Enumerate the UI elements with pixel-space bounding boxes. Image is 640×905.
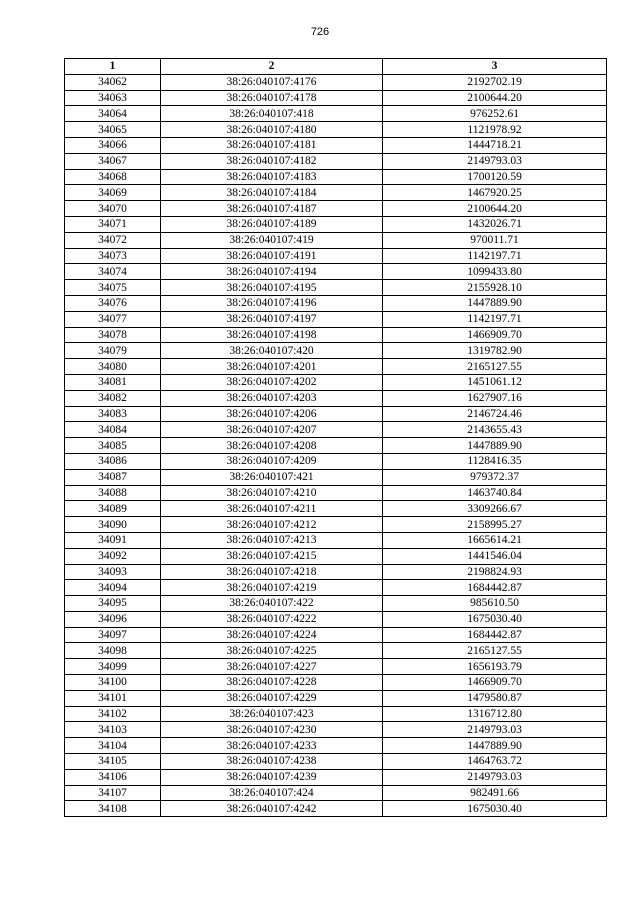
cadastral-number-cell: 38:26:040107:4222 [161, 611, 383, 627]
row-number-cell: 34079 [65, 343, 161, 359]
row-number-cell: 34073 [65, 248, 161, 264]
row-number-cell: 34087 [65, 469, 161, 485]
value-cell: 1121978.92 [383, 122, 607, 138]
value-cell: 1675030.40 [383, 801, 607, 817]
table-body [65, 74, 607, 816]
table-row [65, 675, 607, 691]
cadastral-number-cell: 38:26:040107:4184 [161, 185, 383, 201]
row-number-cell: 34075 [65, 280, 161, 296]
table-row [65, 722, 607, 738]
value-cell: 1665614.21 [383, 532, 607, 548]
value-cell: 1627907.16 [383, 390, 607, 406]
column-header-3: 3 [383, 59, 607, 75]
cadastral-number-cell: 38:26:040107:422 [161, 596, 383, 612]
cadastral-number-cell: 38:26:040107:4224 [161, 627, 383, 643]
table-row [65, 501, 607, 517]
cadastral-number-cell: 38:26:040107:4211 [161, 501, 383, 517]
cadastral-number-cell: 38:26:040107:4206 [161, 406, 383, 422]
table-row [65, 327, 607, 343]
table-row [65, 311, 607, 327]
table-row [65, 232, 607, 248]
table-row [65, 390, 607, 406]
cadastral-number-cell: 38:26:040107:424 [161, 785, 383, 801]
header-row [65, 59, 607, 75]
value-cell: 1466909.70 [383, 327, 607, 343]
row-number-cell: 34095 [65, 596, 161, 612]
table-row [65, 453, 607, 469]
row-number-cell: 34108 [65, 801, 161, 817]
page-number: 726 [310, 26, 330, 38]
table-row [65, 532, 607, 548]
table-row [65, 580, 607, 596]
table-row [65, 754, 607, 770]
cadastral-number-cell: 38:26:040107:4181 [161, 137, 383, 153]
value-cell: 2149793.03 [383, 769, 607, 785]
cadastral-number-cell: 38:26:040107:4189 [161, 216, 383, 232]
value-cell: 2165127.55 [383, 643, 607, 659]
cadastral-number-cell: 38:26:040107:4183 [161, 169, 383, 185]
table-row [65, 485, 607, 501]
value-cell: 1447889.90 [383, 738, 607, 754]
row-number-cell: 34100 [65, 675, 161, 691]
cadastral-number-cell: 38:26:040107:4198 [161, 327, 383, 343]
table-row [65, 406, 607, 422]
table-row [65, 517, 607, 533]
table-row [65, 137, 607, 153]
row-number-cell: 34085 [65, 438, 161, 454]
value-cell: 970011.71 [383, 232, 607, 248]
value-cell: 1432026.71 [383, 216, 607, 232]
cadastral-number-cell: 38:26:040107:4227 [161, 659, 383, 675]
cadastral-number-cell: 38:26:040107:4228 [161, 675, 383, 691]
value-cell: 1441546.04 [383, 548, 607, 564]
row-number-cell: 34071 [65, 216, 161, 232]
value-cell: 1444718.21 [383, 137, 607, 153]
value-cell: 1316712.80 [383, 706, 607, 722]
cadastral-number-cell: 38:26:040107:421 [161, 469, 383, 485]
cadastral-number-cell: 38:26:040107:4195 [161, 280, 383, 296]
cadastral-number-cell: 38:26:040107:4176 [161, 74, 383, 90]
table-row [65, 611, 607, 627]
value-cell: 976252.61 [383, 106, 607, 122]
cadastral-value-table [64, 58, 607, 817]
cadastral-number-cell: 38:26:040107:4213 [161, 532, 383, 548]
value-cell: 1700120.59 [383, 169, 607, 185]
row-number-cell: 34070 [65, 201, 161, 217]
table-row [65, 659, 607, 675]
table-row [65, 216, 607, 232]
cadastral-number-cell: 38:26:040107:4182 [161, 153, 383, 169]
table-row [65, 438, 607, 454]
table-row [65, 374, 607, 390]
table-row [65, 643, 607, 659]
table-row [65, 185, 607, 201]
value-cell: 2192702.19 [383, 74, 607, 90]
row-number-cell: 34093 [65, 564, 161, 580]
column-header-2: 2 [161, 59, 383, 75]
cadastral-number-cell: 38:26:040107:4197 [161, 311, 383, 327]
row-number-cell: 34082 [65, 390, 161, 406]
cadastral-number-cell: 38:26:040107:4203 [161, 390, 383, 406]
table-row [65, 785, 607, 801]
table-row [65, 343, 607, 359]
row-number-cell: 34092 [65, 548, 161, 564]
cadastral-number-cell: 38:26:040107:4196 [161, 295, 383, 311]
table-row [65, 359, 607, 375]
cadastral-number-cell: 38:26:040107:4219 [161, 580, 383, 596]
row-number-cell: 34072 [65, 232, 161, 248]
cadastral-number-cell: 38:26:040107:418 [161, 106, 383, 122]
cadastral-number-cell: 38:26:040107:4209 [161, 453, 383, 469]
row-number-cell: 34097 [65, 627, 161, 643]
cadastral-number-cell: 38:26:040107:4191 [161, 248, 383, 264]
value-cell: 1447889.90 [383, 438, 607, 454]
value-cell: 1479580.87 [383, 690, 607, 706]
row-number-cell: 34081 [65, 374, 161, 390]
cadastral-number-cell: 38:26:040107:4208 [161, 438, 383, 454]
value-cell: 982491.66 [383, 785, 607, 801]
row-number-cell: 34067 [65, 153, 161, 169]
column-header-1: 1 [65, 59, 161, 75]
cadastral-number-cell: 38:26:040107:4229 [161, 690, 383, 706]
table-row [65, 706, 607, 722]
value-cell: 2165127.55 [383, 359, 607, 375]
row-number-cell: 34106 [65, 769, 161, 785]
value-cell: 985610.50 [383, 596, 607, 612]
value-cell: 1128416.35 [383, 453, 607, 469]
table-row [65, 248, 607, 264]
row-number-cell: 34102 [65, 706, 161, 722]
table-row [65, 201, 607, 217]
table-row [65, 106, 607, 122]
table-row [65, 280, 607, 296]
table-row [65, 596, 607, 612]
cadastral-number-cell: 38:26:040107:4187 [161, 201, 383, 217]
cadastral-number-cell: 38:26:040107:4242 [161, 801, 383, 817]
row-number-cell: 34065 [65, 122, 161, 138]
cadastral-number-cell: 38:26:040107:4239 [161, 769, 383, 785]
value-cell: 1463740.84 [383, 485, 607, 501]
cadastral-number-cell: 38:26:040107:4230 [161, 722, 383, 738]
table-row [65, 769, 607, 785]
value-cell: 3309266.67 [383, 501, 607, 517]
row-number-cell: 34088 [65, 485, 161, 501]
cadastral-number-cell: 38:26:040107:4202 [161, 374, 383, 390]
value-cell: 2155928.10 [383, 280, 607, 296]
row-number-cell: 34094 [65, 580, 161, 596]
value-cell: 2100644.20 [383, 201, 607, 217]
value-cell: 1684442.87 [383, 627, 607, 643]
row-number-cell: 34062 [65, 74, 161, 90]
value-cell: 1142197.71 [383, 248, 607, 264]
table-row [65, 122, 607, 138]
cadastral-number-cell: 38:26:040107:4233 [161, 738, 383, 754]
row-number-cell: 34103 [65, 722, 161, 738]
value-cell: 1464763.72 [383, 754, 607, 770]
row-number-cell: 34077 [65, 311, 161, 327]
cadastral-number-cell: 38:26:040107:4238 [161, 754, 383, 770]
cadastral-number-cell: 38:26:040107:423 [161, 706, 383, 722]
row-number-cell: 34090 [65, 517, 161, 533]
value-cell: 2149793.03 [383, 722, 607, 738]
row-number-cell: 34066 [65, 137, 161, 153]
row-number-cell: 34091 [65, 532, 161, 548]
table-row [65, 627, 607, 643]
value-cell: 2158995.27 [383, 517, 607, 533]
value-cell: 2100644.20 [383, 90, 607, 106]
table-row [65, 690, 607, 706]
value-cell: 979372.37 [383, 469, 607, 485]
table-header [65, 59, 607, 75]
table-row [65, 90, 607, 106]
row-number-cell: 34107 [65, 785, 161, 801]
value-cell: 1656193.79 [383, 659, 607, 675]
value-cell: 2143655.43 [383, 422, 607, 438]
row-number-cell: 34063 [65, 90, 161, 106]
table-row [65, 564, 607, 580]
cadastral-number-cell: 38:26:040107:4215 [161, 548, 383, 564]
cadastral-number-cell: 38:26:040107:4180 [161, 122, 383, 138]
table-row [65, 264, 607, 280]
table-row [65, 295, 607, 311]
row-number-cell: 34096 [65, 611, 161, 627]
row-number-cell: 34099 [65, 659, 161, 675]
cadastral-number-cell: 38:26:040107:420 [161, 343, 383, 359]
cadastral-number-cell: 38:26:040107:419 [161, 232, 383, 248]
row-number-cell: 34101 [65, 690, 161, 706]
value-cell: 1466909.70 [383, 675, 607, 691]
table-row [65, 801, 607, 817]
cadastral-number-cell: 38:26:040107:4201 [161, 359, 383, 375]
row-number-cell: 34098 [65, 643, 161, 659]
row-number-cell: 34083 [65, 406, 161, 422]
row-number-cell: 34104 [65, 738, 161, 754]
row-number-cell: 34105 [65, 754, 161, 770]
value-cell: 1099433.80 [383, 264, 607, 280]
table-row [65, 74, 607, 90]
row-number-cell: 34086 [65, 453, 161, 469]
cadastral-number-cell: 38:26:040107:4207 [161, 422, 383, 438]
value-cell: 2149793.03 [383, 153, 607, 169]
table-row [65, 469, 607, 485]
cadastral-number-cell: 38:26:040107:4225 [161, 643, 383, 659]
cadastral-number-cell: 38:26:040107:4218 [161, 564, 383, 580]
value-cell: 1467920.25 [383, 185, 607, 201]
row-number-cell: 34068 [65, 169, 161, 185]
row-number-cell: 34064 [65, 106, 161, 122]
row-number-cell: 34089 [65, 501, 161, 517]
table-row [65, 738, 607, 754]
cadastral-number-cell: 38:26:040107:4212 [161, 517, 383, 533]
value-cell: 1142197.71 [383, 311, 607, 327]
value-cell: 2146724.46 [383, 406, 607, 422]
table-row [65, 153, 607, 169]
row-number-cell: 34084 [65, 422, 161, 438]
row-number-cell: 34076 [65, 295, 161, 311]
row-number-cell: 34080 [65, 359, 161, 375]
value-cell: 1319782.90 [383, 343, 607, 359]
table-row [65, 548, 607, 564]
table-row [65, 169, 607, 185]
cadastral-number-cell: 38:26:040107:4194 [161, 264, 383, 280]
table-row [65, 422, 607, 438]
row-number-cell: 34074 [65, 264, 161, 280]
row-number-cell: 34078 [65, 327, 161, 343]
value-cell: 1675030.40 [383, 611, 607, 627]
row-number-cell: 34069 [65, 185, 161, 201]
cadastral-number-cell: 38:26:040107:4178 [161, 90, 383, 106]
value-cell: 1451061.12 [383, 374, 607, 390]
value-cell: 2198824.93 [383, 564, 607, 580]
value-cell: 1684442.87 [383, 580, 607, 596]
value-cell: 1447889.90 [383, 295, 607, 311]
cadastral-number-cell: 38:26:040107:4210 [161, 485, 383, 501]
